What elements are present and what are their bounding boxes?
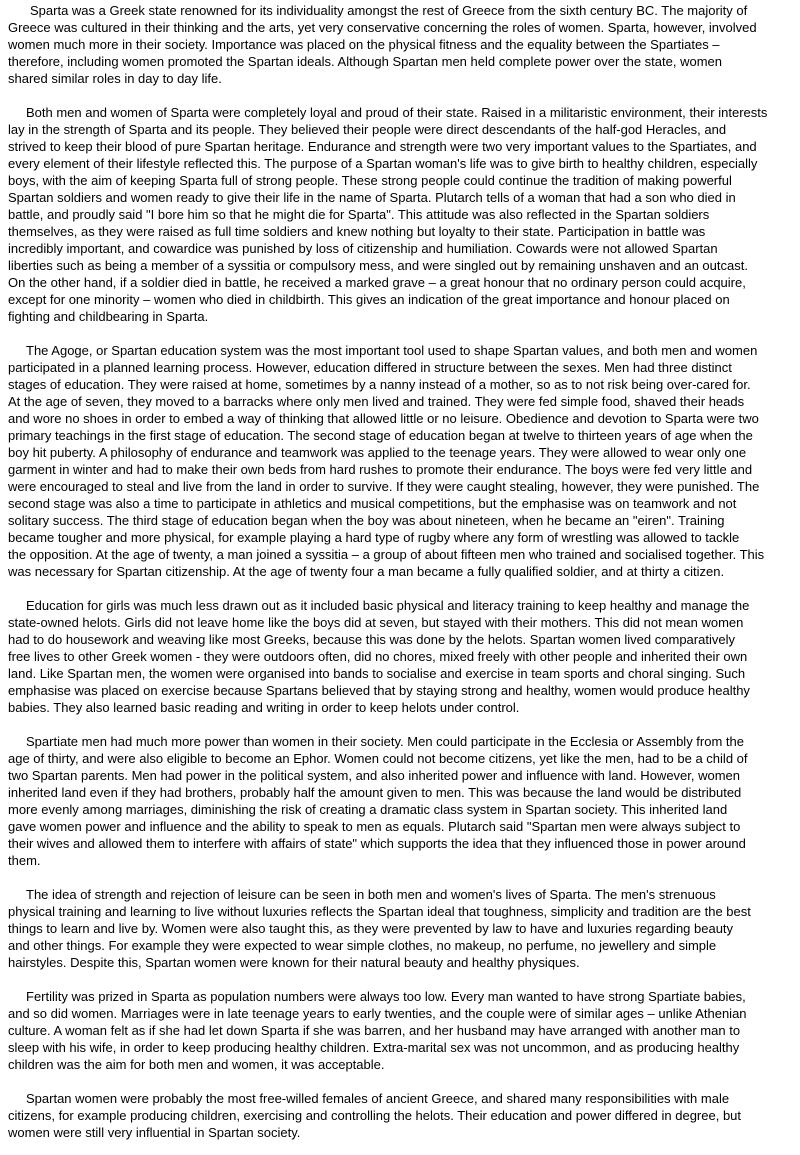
paragraph-line: babies. They also learned basic reading and writing in order to keep helots under control. [8, 700, 520, 715]
paragraph [8, 733, 800, 869]
paragraph-line: had to do housework and weaving like most Greeks, because this was done by the helots. Spartan women lived comparatively [8, 632, 735, 647]
paragraph [8, 1090, 800, 1141]
paragraph-line: physical training and learning to live without luxuries reflects the Spartan ideal that toughness, simplicity and tradition are the best [8, 904, 751, 919]
paragraph-line: Fertility was prized in Sparta as population numbers were always too low. Every man wanted to have strong Spartiate babies, [26, 989, 746, 1004]
paragraph-line: incredibly important, and cowardice was punished by loss of citizenship and humiliation. Cowards were not allowed Spartan [8, 241, 718, 256]
paragraph-line: Sparta was a Greek state renowned for its individuality amongst the rest of Greece from the sixth century BC. The majority of [30, 3, 748, 18]
paragraph-line: Spartan soldiers and women ready to give their life in the name of Sparta. Plutarch tells of a woman that had a son who died in [8, 190, 736, 205]
paragraph-line: liberties such as being a member of a syssitia or compulsory mess, and were singled out by remaining unshaven and an outcast. [8, 258, 748, 273]
paragraph-line: them. [8, 853, 41, 868]
paragraph-line: The Agoge, or Spartan education system was the most important tool used to shape Spartan values, and both men and women [26, 343, 758, 358]
paragraph-line: was necessary for Spartan citizenship. At the age of twenty four a man became a fully qualified soldier, and at thirty a citizen. [8, 564, 725, 579]
paragraph-line: The idea of strength and rejection of leisure can be seen in both men and women's lives of Sparta. The men's strenuous [26, 887, 716, 902]
paragraph-line: solitary success. The third stage of education began when the boy was about nineteen, when he became an "eiren". Training [8, 513, 725, 528]
paragraph-line: Greece was cultured in their thinking and the arts, yet very conservative concerning the roles of women. Sparta, however, involved [8, 20, 757, 35]
paragraph-line: garment in winter and had to make their own beds from hard rushes to promote their endurance. The boys were fed very little and [8, 462, 753, 477]
paragraph-line: women were still very influential in Spartan society. [8, 1125, 301, 1140]
paragraph-line: fighting and childbearing in Sparta. [8, 309, 209, 324]
paragraph-line: the opposition. At the age of twenty, a man joined a syssitia – a group of about fifteen men who trained and socialised together. This [8, 547, 765, 562]
paragraph [8, 988, 800, 1073]
paragraph-line: hairstyles. Despite this, Spartan women were known for their natural beauty and healthy physiques. [8, 955, 580, 970]
paragraph-line: battle, and proudly said "I bore him so that he might die for Sparta". This attitude was also reflected in the Spartan soldiers [8, 207, 710, 222]
paragraph-line: participated in a planned learning process. However, education differed in structure between the sexes. Men had three distinct [8, 360, 732, 375]
paragraph-line: Both men and women of Sparta were completely loyal and proud of their state. Raised in a militaristic environment, their interests [26, 105, 768, 120]
paragraph-line: except for one minority – women who died in childbirth. This gives an indication of the great importance and honour placed on [8, 292, 730, 307]
paragraph-line: culture. A woman felt as if she had let down Sparta if she was barren, and her husband may have arranged with another man to [8, 1023, 741, 1038]
paragraph-line: boys, with the aim of keeping Sparta full of strong people. These strong people could continue the tradition of making powerful [8, 173, 732, 188]
paragraph-line: strived to keep their blood of pure Spartan heritage. Endurance and strength were two very important values to the Spartiates, and [8, 139, 757, 154]
paragraph-line: every element of their lifestyle reflected this. The purpose of a Spartan woman's life was to give birth to healthy children, especially [8, 156, 758, 171]
paragraph [8, 342, 800, 580]
paragraph-line: their wives and allowed them to interfere with affairs of state" which supports the idea that they influenced those in power around [8, 836, 746, 851]
paragraph-line: land. Like Spartan men, the women were organised into bands to socialise and exercise in team sports and choral singing. Such [8, 666, 746, 681]
paragraph-line: citizens, for example producing children, exercising and controlling the helots. Their education and power differed in degree, but [8, 1108, 742, 1123]
paragraph-line: themselves, as they were raised as full time soldiers and knew nothing but loyalty to their state. Participation in battle was [8, 224, 706, 239]
paragraph-line: children was the aim for both men and women, it was acceptable. [8, 1057, 385, 1072]
paragraph [8, 2, 800, 87]
paragraph-line: At the age of seven, they moved to a barracks where only men lived and trained. They were fed simple food, shaved their heads [8, 394, 745, 409]
paragraph-line: boy hit puberty. A philosophy of endurance and teamwork was applied to the teenage years. They were allowed to wear only one [8, 445, 747, 460]
paragraph [8, 104, 800, 325]
paragraph-line: shared similar roles in day to day life. [8, 71, 222, 86]
paragraph-line: lay in the strength of Sparta and its people. They believed their people were direct descendants of the half-god Heracles, and [8, 122, 727, 137]
paragraph-line: age of thirty, and were also eligible to become an Ephor. Women could not become citizens, yet like the men, had to be a child of [8, 751, 748, 766]
paragraph-line: stages of education. They were raised at home, sometimes by a nanny instead of a mother, so as to not risk being over-cared for. [8, 377, 751, 392]
paragraph-line: women much more in their society. Importance was placed on the physical fitness and the equality between the Spartiates – [8, 37, 720, 52]
paragraph-line: state-owned helots. Girls did not leave home like the boys did at seven, but stayed with their mothers. This did not mean women [8, 615, 744, 630]
paragraph-line: two Spartan parents. Men had power in the political system, and also inherited power and influence with land. However, women [8, 768, 741, 783]
paragraph-line: and so did women. Marriages were in late teenage years to early twenties, and the couple were of similar ages – unlike Athenian [8, 1006, 747, 1021]
paragraph-line: Education for girls was much less drawn out as it included basic physical and literacy training to keep healthy and manage the [26, 598, 750, 613]
paragraph-line: gave women power and influence and the ability to speak to men as equals. Plutarch said "Spartan men were always subject to [8, 819, 741, 834]
paragraph [8, 886, 800, 971]
paragraph-line: second stage was also a time to participate in athletics and musical competitions, but the emphasise was on teamwork and not [8, 496, 737, 511]
paragraph-line: emphasise was placed on exercise because Spartans believed that by staying strong and healthy, women would produce healthy [8, 683, 750, 698]
paragraph-line: and other things. For example they were expected to wear simple clothes, no makeup, no perfume, no jewellery and simple [8, 938, 717, 953]
paragraph [8, 597, 800, 716]
paragraph-line: sleep with his wife, in order to keep producing healthy children. Extra-marital sex was not uncommon, and as producing healthy [8, 1040, 740, 1055]
paragraph-line: were encouraged to steal and live from the land in order to survive. If they were caught stealing, however, they were punished. The [8, 479, 760, 494]
paragraph-line: therefore, including women promoted the Spartan ideals. Although Spartan men held complete power over the state, women [8, 54, 722, 69]
paragraph-line: On the other hand, if a soldier died in battle, he received a marked grave – a great honour that no ordinary person could acquire, [8, 275, 746, 290]
paragraph-line: inherited land even if they had brothers, probably half the amount given to men. This was because the land would be distributed [8, 785, 742, 800]
paragraph-line: Spartiate men had much more power than women in their society. Men could participate in the Ecclesia or Assembly from the [26, 734, 744, 749]
paragraph-line: Spartan women were probably the most free-willed females of ancient Greece, and shared many responsibilities with male [26, 1091, 730, 1106]
paragraph-line: more evenly among marriages, diminishing the risk of creating a dramatic class system in Spartan society. This inherited land [8, 802, 728, 817]
paragraph-line: free lives to other Greek women - they were outdoors often, did no chores, mixed freely with other people and inherited their own [8, 649, 748, 664]
paragraph-line: things to learn and live by. Women were also taught this, as they were prevented by law to have and luxuries regarding beauty [8, 921, 734, 936]
paragraph-line: became tougher and more physical, for example playing a hard type of rugby where any form of wrestling was allowed to tackle [8, 530, 740, 545]
paragraph-line: primary teachings in the first stage of education. The second stage of education began at twelve to thirteen years of age when the [8, 428, 753, 443]
paragraph-line: and wore no shoes in order to embed a way of thinking that allowed little or no leisure. Obedience and devotion to Sparta were two [8, 411, 759, 426]
